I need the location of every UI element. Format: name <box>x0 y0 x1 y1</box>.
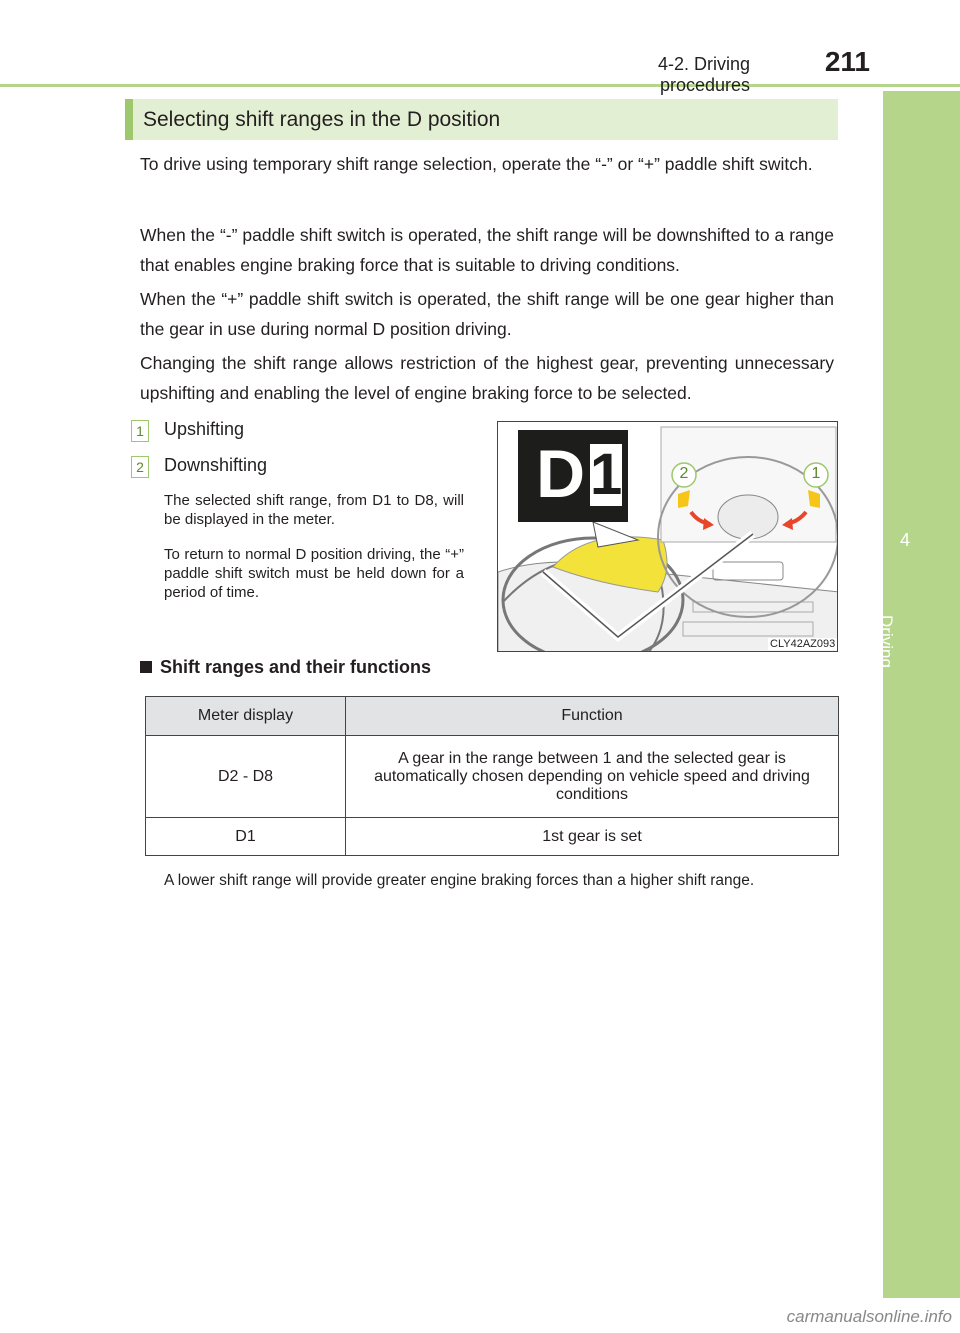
list-item-upshifting: Upshifting <box>164 419 245 439</box>
section-heading-text: Selecting shift ranges in the D position <box>143 108 501 131</box>
table-cell-function: A gear in the range between 1 and the selected gear is automatically chosen depending on vehicle speed and driving conditions <box>346 736 839 818</box>
note-text: To return to normal D position driving, the “+” paddle shift switch must be held down for a period of time. <box>164 546 464 601</box>
table-row <box>146 736 839 818</box>
header-rule <box>0 84 960 87</box>
table-cell-display: D2 - D8 <box>146 736 346 818</box>
table-header-cell: Meter display <box>146 697 346 736</box>
paragraph: When the “-” paddle shift switch is operated, the shift range will be downshifted to a range that enables engine braking force that is suitable to driving conditions. <box>140 225 834 275</box>
note-text: The selected shift range, from D1 to D8, will be displayed in the meter. <box>164 492 464 528</box>
table-header-row <box>146 697 839 736</box>
paragraph: Changing the shift range allows restriction of the highest gear, preventing unnecessary upshifting and enabling the level of engine braking force to be selected. <box>140 353 834 403</box>
site-watermark: carmanualsonline.info <box>786 1307 952 1326</box>
section-heading <box>125 99 838 140</box>
subsection-heading: Shift ranges and their functions <box>160 657 432 677</box>
figure-callout-1: 1 <box>811 465 821 482</box>
chapter-number: 4 <box>899 530 910 550</box>
meter-display-letter: D <box>536 436 586 512</box>
meter-display-gear: 1 <box>590 442 623 507</box>
table-note: A lower shift range will provide greater engine braking forces than a higher shift range. <box>164 872 755 889</box>
chapter-side-tab[interactable] <box>883 91 960 1298</box>
header-title: 4-2. Driving procedures <box>657 54 750 95</box>
page-number: 211 <box>824 46 870 77</box>
figure-callout-2: 2 <box>679 465 689 482</box>
table-header-cell: Function <box>346 697 839 736</box>
table-row <box>146 818 839 856</box>
paragraph: To drive using temporary shift range selection, operate the “-” or “+” paddle shift switch. <box>140 154 813 174</box>
figure-code: CLY42AZ093 <box>770 638 836 650</box>
shift-range-table <box>145 696 839 856</box>
chapter-label: Driving <box>877 615 896 668</box>
list-number-badge: 1 <box>131 420 149 442</box>
list-number-badge: 2 <box>131 456 149 478</box>
table-cell-display: D1 <box>146 818 346 856</box>
table-cell-function: 1st gear is set <box>346 818 839 856</box>
square-bullet-icon <box>140 661 152 673</box>
paragraph: When the “+” paddle shift switch is operated, the shift range will be one gear higher than the gear in use during normal D position driving. <box>140 289 834 339</box>
list-item-downshifting: Downshifting <box>164 455 268 475</box>
paddle-shift-illustration <box>497 421 838 652</box>
